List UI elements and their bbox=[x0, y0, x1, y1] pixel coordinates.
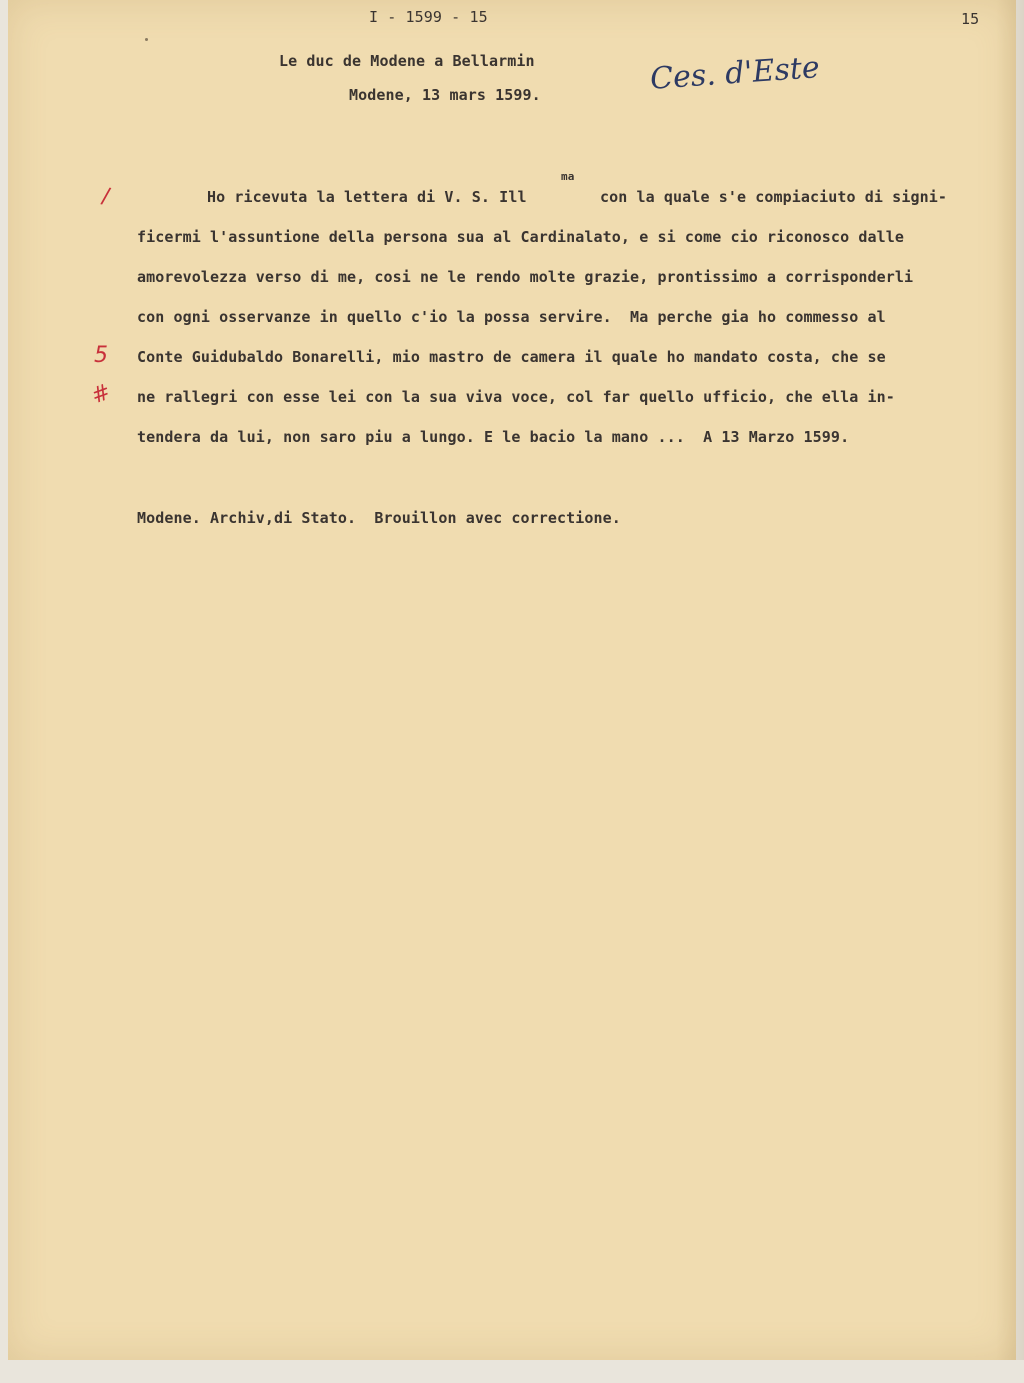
page-edge-shadow bbox=[996, 0, 1024, 1360]
document-page bbox=[8, 0, 1016, 1360]
archive-note: Modene. Archiv,di Stato. Brouillon avec correctione. bbox=[137, 509, 621, 527]
margin-hash-mark: # bbox=[88, 379, 115, 410]
handwritten-annotation: Ces. d'Este bbox=[648, 50, 821, 97]
document-title: Le duc de Modene a Bellarmin bbox=[279, 52, 535, 70]
body-line-6: ne rallegri con esse lei con la sua viva voce, col far quello ufficio, che ella in- bbox=[137, 388, 895, 406]
margin-number-mark: 5 bbox=[94, 343, 108, 368]
page-number: 15 bbox=[961, 10, 980, 28]
body-line-3: amorevolezza verso di me, cosi ne le rendo molte grazie, prontissimo a corrisponderli bbox=[137, 268, 914, 286]
body-line-7: tendera da lui, non saro piu a lungo. E le bacio la mano ... A 13 Marzo 1599. bbox=[137, 428, 850, 446]
document-dateline: Modene, 13 mars 1599. bbox=[349, 86, 541, 104]
body-line-1b: con la quale s'e compiaciuto di signi- bbox=[600, 188, 947, 206]
margin-slash-mark: / bbox=[99, 183, 112, 210]
document-reference: I - 1599 - 15 bbox=[369, 8, 488, 26]
paper-speck bbox=[145, 38, 148, 41]
body-line-4: con ogni osservanze in quello c'io la possa servire. Ma perche gia ho commesso al bbox=[137, 308, 886, 326]
body-line-1a: Ho ricevuta la lettera di V. S. Ill bbox=[207, 188, 527, 206]
superscript-ma: ma bbox=[561, 170, 575, 183]
body-line-2: ficermi l'assuntione della persona sua al Cardinalato, e si come cio riconosco dalle bbox=[137, 228, 904, 246]
body-line-5: Conte Guidubaldo Bonarelli, mio mastro de camera il quale ho mandato costa, che se bbox=[137, 348, 886, 366]
